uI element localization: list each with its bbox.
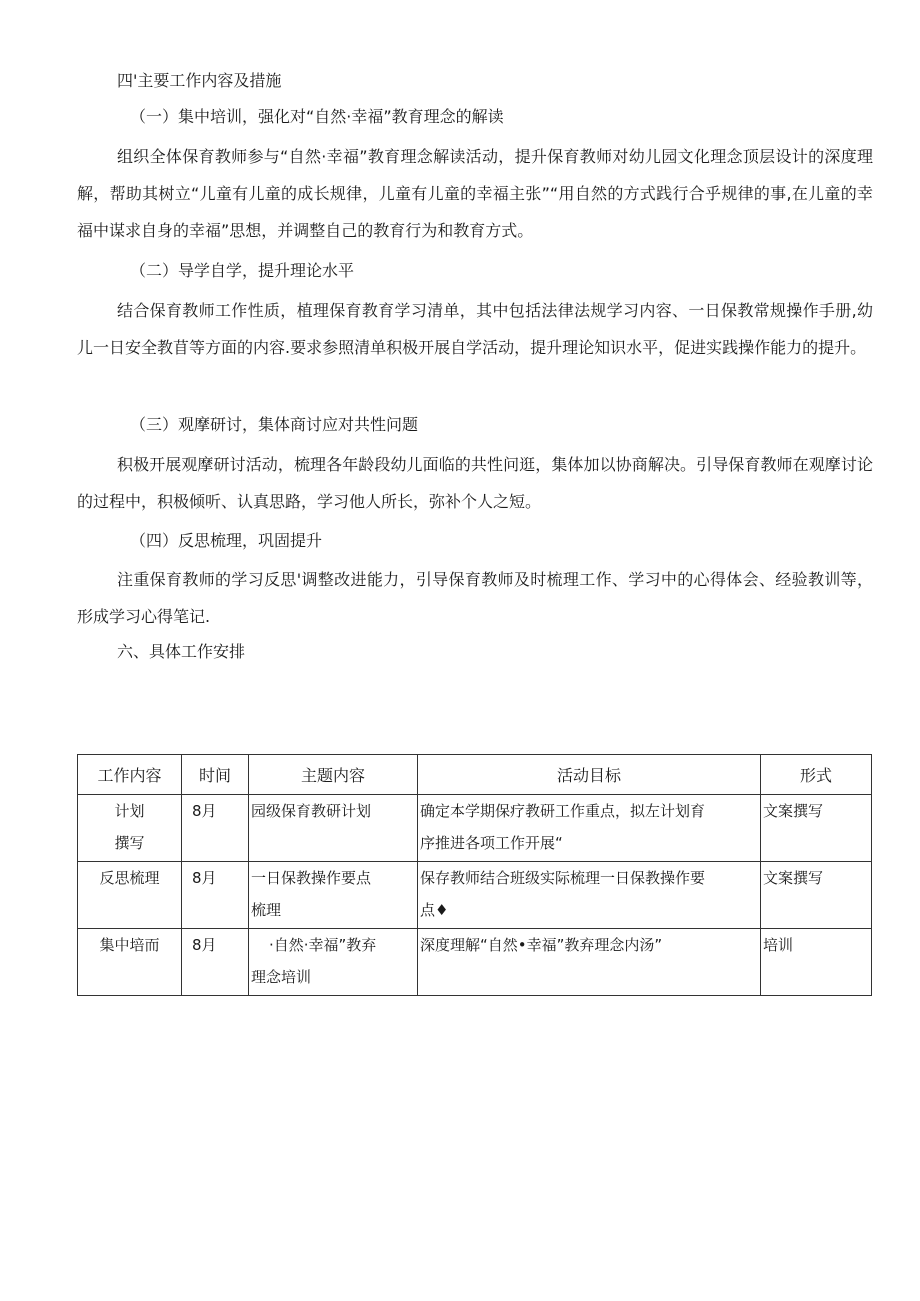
cell-form: 培训 [761,929,872,996]
item-1-body: 组织全体保育教师参与“自然·幸福”教育理念解读活动，提升保育教师对幼儿园文化理念顶层设计的深度理解，帮助其树立“儿童有儿童的成长规律，儿童有儿童的幸福主张”“用自然的方式践行合乎规律的事,在儿童的幸福中谋求自身的幸福”思想，并调整自己的教育行为和教育方式。 [77,147,873,240]
header-work-content: 工作内容 [78,755,182,795]
section-4-title: 四'主要工作内容及措施 [117,71,282,90]
cell-topic: 园级保育教研计划 [249,795,418,862]
item-3-heading: （三）观摩研讨，集体商讨应对共性问题 [130,415,419,434]
header-goal: 活动目标 [418,755,761,795]
item-2-heading: （二）导学自学，提升理论水平 [130,261,355,280]
cell-form: 文案撰写 [761,795,872,862]
item-2-body: 结合保育教师工作性质，植理保育教育学习清单，其中包括法律法规学习内容、一日保教常规操作手册,幼儿一日安全教苜等方面的内容.要求参照清单积极开展自学活动，提升理论知识水平，促进实践操作能力的提升。 [77,301,873,357]
table-row [78,929,872,996]
cell-goal: 深度理解“自然•幸福”教弃理念内汤” [418,929,761,996]
header-form: 形式 [761,755,872,795]
cell-work: 反思梳理 [78,862,182,929]
cell-goal: 保存教师结合班级实际梳理一日保教操作要 点♦ [418,862,761,929]
cell-topic: 一日保教操作要点 梳理 [249,862,418,929]
header-time: 时间 [182,755,249,795]
item-1-heading: （一）集中培训，强化对“自然·幸福”教育理念的解读 [130,107,504,126]
cell-topic: ·自然·幸福”教弃 理念培训 [249,929,418,996]
cell-time: 8月 [182,795,249,862]
item-4-body: 注重保育教师的学习反思'调整改进能力，引导保育教师及时梳理工作、学习中的心得体会、经验教训等，形成学习心得笔记. [77,570,873,626]
table-row [78,795,872,862]
work-schedule-table [77,754,872,996]
cell-time: 8月 [182,929,249,996]
cell-work: 计划 撰写 [78,795,182,862]
cell-form: 文案撰写 [761,862,872,929]
section-6-title: 六、具体工作安排 [117,642,246,661]
cell-time: 8月 [182,862,249,929]
item-3-body: 积极开展观摩研讨活动，梳理各年龄段幼儿面临的共性问逛，集体加以协商解决。引导保育教师在观摩讨论的过程中，积极倾听、认真思路，学习他人所长，弥补个人之短。 [77,455,873,511]
table-header-row [78,755,872,795]
item-4-heading: （四）反思梳理，巩固提升 [130,531,323,550]
header-topic: 主题内容 [249,755,418,795]
cell-goal: 确定本学期保疗教研工作重点，拟左计划育 序推进各项工作开展“ [418,795,761,862]
table-row [78,862,872,929]
cell-work: 集中培而 [78,929,182,996]
